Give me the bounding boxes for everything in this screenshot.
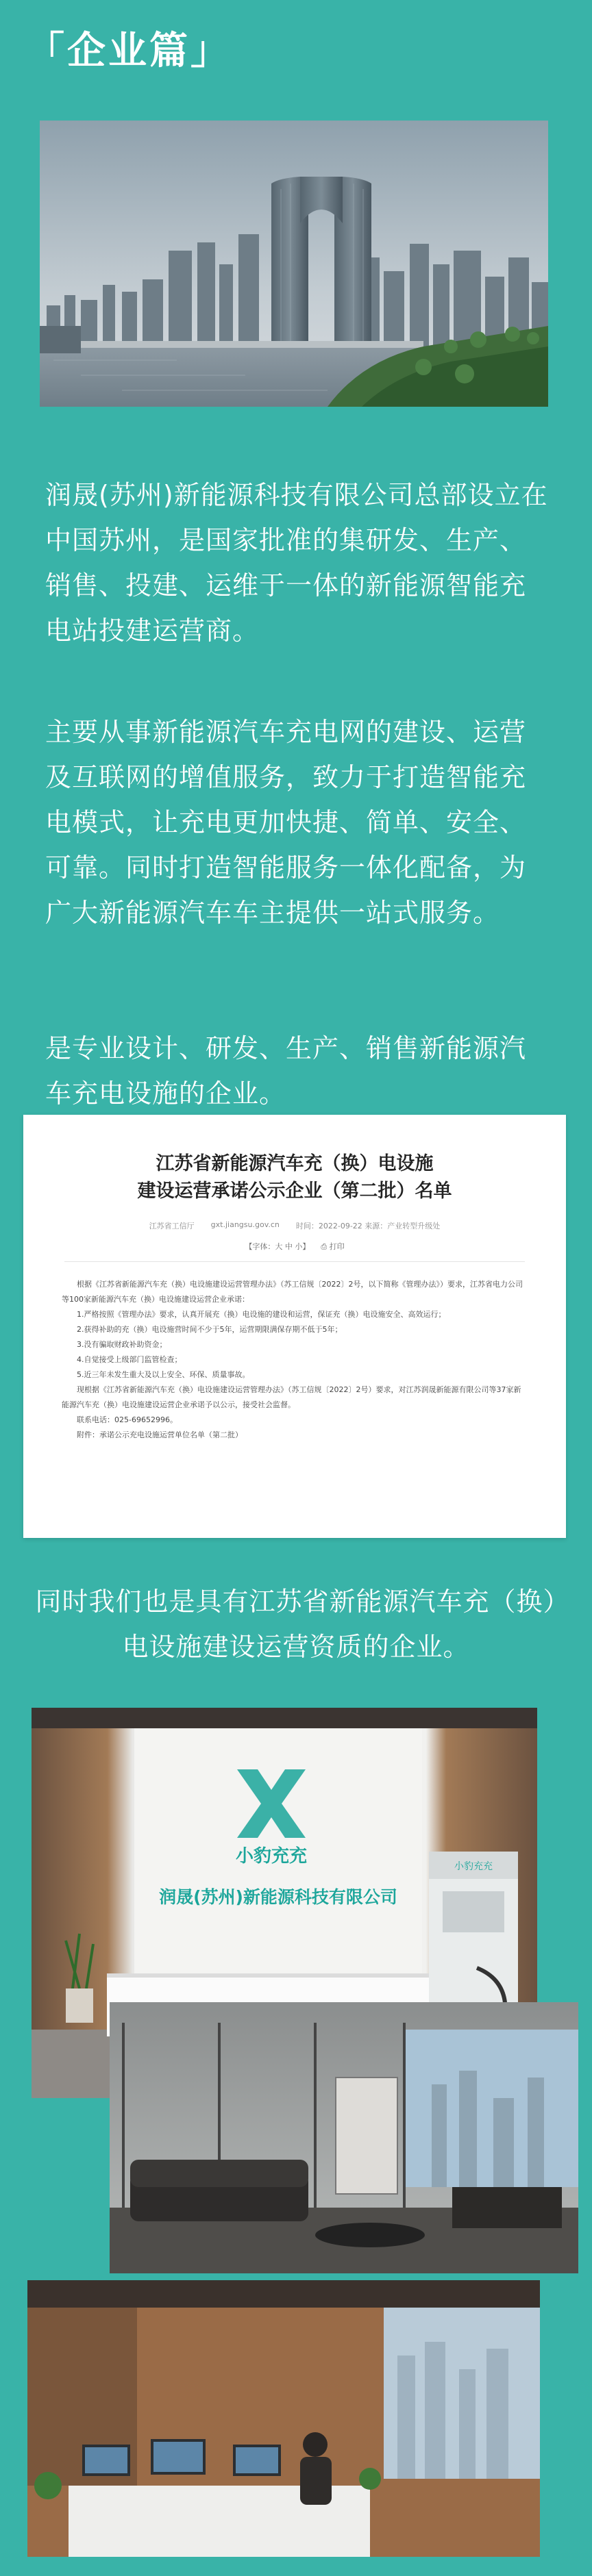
notice-line: 4.自觉接受上级部门监管检查； [77,1355,182,1364]
print-button[interactable] [321,1241,344,1252]
workspace-photo [27,2280,540,2557]
government-notice-card [23,1115,566,1538]
notice-line: 现根据《江苏省新能源汽车充（换）电设施建设运营管理办法》（苏工信规〔2022〕2号）要求，对江苏润晟新能源有限公司等37家新能源汽车充（换）电设施建设运营企业承诺予以公示，接受社会监督。 [62,1385,521,1409]
notice-title-line2: 建设运营承诺公示企业（第二批）名单 [137,1180,452,1202]
office-lounge-photo [110,2002,578,2273]
notice-divider [64,1261,525,1262]
notice-body [62,1277,528,1443]
city-skyline-photo [40,121,548,407]
notice-line: 联系电话：025-69652996。 [77,1415,177,1424]
notice-title [23,1150,566,1205]
section-title: 「企业篇」 [26,29,232,73]
notice-line: 根据《江苏省新能源汽车充（换）电设施建设运营管理办法》（苏工信规〔2022〕2号，以下简称《管理办法》）要求，江苏省电力公司等100家新能源汽车充（换）电设施建设运营企业承诺： [62,1280,523,1304]
print-label: 打印 [329,1242,345,1251]
qualification-paragraph: 同时我们也是具有江苏省新能源汽车充（换）电设施建设运营资质的企业。 [35,1587,557,1662]
notice-title-line1: 江苏省新能源汽车充（换）电设施 [156,1153,434,1174]
charger-brand-text: 小豹充充 [454,1861,493,1872]
notice-line: 3.没有骗取财政补助资金； [77,1340,167,1349]
notice-date: 时间：2022-09-22 来源：产业转型升级处 [295,1222,441,1230]
notice-tools [23,1241,566,1252]
notice-line: 5.近三年未发生重大及以上安全、环保、质量事故。 [77,1370,250,1379]
font-size-control[interactable]: 【字体：大 中 小】 [245,1242,310,1251]
business-scope-paragraph: 主要从事新能源汽车充电网的建设、运营及互联网的增值服务，致力于打造智能充电模式，让充电更加快捷、简单、安全、可靠。同时打造智能服务一体化配备，为广大新能源汽车车主提供一站式服务。 [45,717,527,928]
company-profile-paragraph: 是专业设计、研发、生产、销售新能源汽车充电设施的企业。 [45,1033,527,1109]
notice-meta [23,1220,566,1231]
notice-source: 江苏省工信厅 [149,1222,195,1230]
notice-attachment-link[interactable]: 附件：承诺公示充电设施运营单位名单（第二批） [77,1430,243,1439]
notice-line: 2.获得补助的充（换）电设施营时间不少于5年，运营期限满保存期不低于5年； [77,1325,343,1334]
notice-line: 1.严格按照《管理办法》要求，认真开展充（换）电设施的建设和运营，保证充（换）电设施安全、高效运行； [77,1310,446,1319]
notice-site: gxt.jiangsu.gov.cn [210,1220,280,1229]
sign-brand-text: 小豹充充 [235,1846,308,1867]
sign-company-text: 润晟(苏州)新能源科技有限公司 [159,1887,397,1907]
company-intro-paragraph: 润晟(苏州)新能源科技有限公司总部设立在中国苏州，是国家批准的集研发、生产、销售、投建、运维于一体的新能源智能充电站投建运营商。 [45,480,548,646]
print-icon: ⎙ [321,1242,330,1251]
